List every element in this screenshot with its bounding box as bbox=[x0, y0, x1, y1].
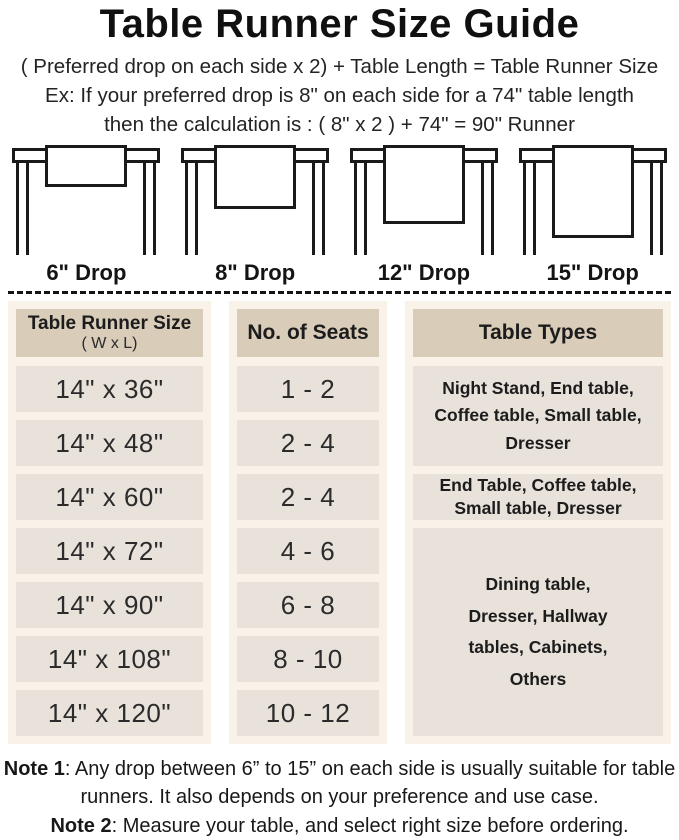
figure-12-drop bbox=[340, 145, 509, 286]
runner-size-header-cell bbox=[16, 309, 203, 357]
seats-cell: 2 - 4 bbox=[237, 420, 379, 466]
seats-header-title: No. of Seats bbox=[247, 321, 369, 344]
figure-6-drop bbox=[2, 145, 171, 286]
table-types-text: End Table, Coffee table, Small table, Dresser bbox=[439, 474, 637, 518]
table-illustration bbox=[176, 145, 334, 257]
runner-size-column bbox=[8, 301, 211, 744]
table-types-cell bbox=[413, 528, 663, 736]
table-leg-left bbox=[16, 162, 29, 255]
table-illustration bbox=[345, 145, 503, 257]
table-leg-right bbox=[481, 162, 494, 255]
table-leg-left bbox=[523, 162, 536, 255]
size-guide-table bbox=[8, 301, 671, 744]
table-runner-size-guide-page bbox=[0, 2, 679, 837]
table-types-cell bbox=[413, 366, 663, 466]
table-types-text: Dining table, Dresser, Hallway tables, Cabinets, Others bbox=[468, 574, 608, 689]
table-types-cell bbox=[413, 474, 663, 520]
note-2-text: : Measure your table, and select right size before ordering. bbox=[111, 814, 629, 837]
table-types-header-title: Table Types bbox=[478, 321, 598, 344]
drop-label: 6" Drop bbox=[46, 260, 127, 285]
seats-cell: 4 - 6 bbox=[237, 528, 379, 574]
note-1-text: : Any drop between 6” to 15” on each side is usually suitable for table runners. It also depends on your preference and use case. bbox=[64, 758, 676, 809]
size-cell: 14" x 60" bbox=[16, 474, 203, 520]
table-leg-right bbox=[312, 162, 325, 255]
table-leg-right bbox=[650, 162, 663, 255]
dashed-divider bbox=[8, 291, 671, 294]
seats-cell: 6 - 8 bbox=[237, 582, 379, 628]
runner-rect bbox=[383, 145, 465, 224]
table-leg-right bbox=[143, 162, 156, 255]
runner-rect bbox=[552, 145, 634, 238]
seats-column bbox=[229, 301, 387, 744]
size-cell: 14" x 90" bbox=[16, 582, 203, 628]
size-cell: 14" x 72" bbox=[16, 528, 203, 574]
drop-label: 12" Drop bbox=[377, 260, 471, 285]
figure-15-drop bbox=[508, 145, 677, 286]
table-illustration bbox=[514, 145, 672, 257]
seats-cell: 2 - 4 bbox=[237, 474, 379, 520]
table-leg-left bbox=[354, 162, 367, 255]
figure-8-drop bbox=[171, 145, 340, 286]
note-2-label: Note 2 bbox=[50, 814, 112, 837]
formula-line: ( Preferred drop on each side x 2) + Table Length = Table Runner Size bbox=[20, 55, 659, 78]
table-types-text: Night Stand, End table, Coffee table, Small table, Dresser bbox=[434, 378, 642, 453]
size-cell: 14" x 48" bbox=[16, 420, 203, 466]
table-leg-left bbox=[185, 162, 198, 255]
runner-rect bbox=[214, 145, 296, 209]
size-cell: 14" x 108" bbox=[16, 636, 203, 682]
note-1 bbox=[4, 755, 676, 812]
example-line-2: then the calculation is : ( 8" x 2 ) + 74" = 90" Runner bbox=[104, 113, 575, 136]
seats-header-cell bbox=[237, 309, 379, 357]
example-line-1: Ex: If your preferred drop is 8" on each side for a 74" table length bbox=[45, 84, 634, 107]
seats-cell: 8 - 10 bbox=[237, 636, 379, 682]
notes-section bbox=[4, 755, 676, 840]
seats-cell: 1 - 2 bbox=[237, 366, 379, 412]
size-cell: 14" x 120" bbox=[16, 690, 203, 736]
table-types-column bbox=[405, 301, 671, 744]
runner-rect bbox=[45, 145, 127, 187]
page-title: Table Runner Size Guide bbox=[99, 2, 580, 46]
runner-size-header-sub: ( W x L) bbox=[81, 334, 138, 352]
runner-size-header-title: Table Runner Size bbox=[27, 312, 192, 334]
drop-label: 8" Drop bbox=[215, 260, 296, 285]
seats-cell: 10 - 12 bbox=[237, 690, 379, 736]
size-cell: 14" x 36" bbox=[16, 366, 203, 412]
drop-illustrations-row bbox=[2, 145, 677, 286]
note-1-label: Note 1 bbox=[3, 758, 65, 780]
drop-label: 15" Drop bbox=[546, 260, 639, 285]
table-types-header-cell bbox=[413, 309, 663, 357]
table-illustration bbox=[7, 145, 165, 257]
